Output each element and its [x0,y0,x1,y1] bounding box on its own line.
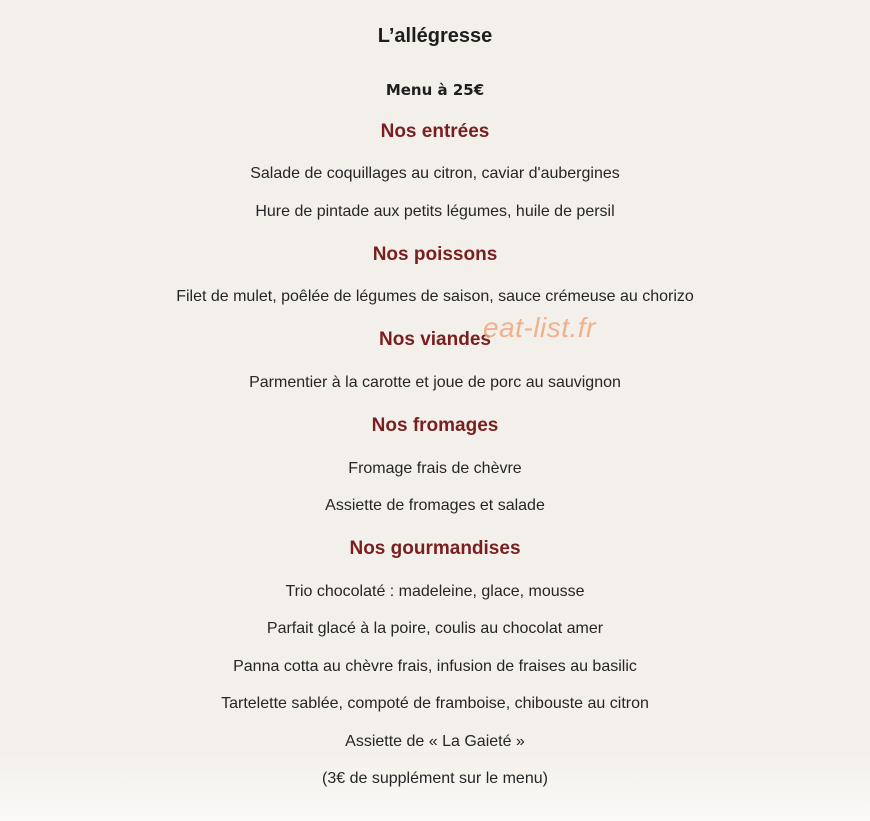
section-title-gourmandises: Nos gourmandises [349,538,521,559]
dish-item: Parmentier à la carotte et joue de porc au sauvignon [249,374,621,391]
dish-item: Panna cotta au chèvre frais, infusion de fraises au basilic [233,658,637,675]
dish-item: Assiette de « La Gaieté » [345,733,525,750]
section-title-poissons: Nos poissons [372,244,498,265]
section-title-fromages: Nos fromages [371,415,499,436]
dish-item: Parfait glacé à la poire, coulis au chocolat amer [266,620,604,637]
dish-item: Assiette de fromages et salade [325,497,545,514]
menu-title: Menu à 25€ [385,81,485,99]
dish-item: Fromage frais de chèvre [348,460,522,477]
dish-item: Tartelette sablée, compoté de framboise, chibouste au citron [221,695,649,712]
dish-item: Trio chocolaté : madeleine, glace, mousse [285,583,585,600]
section-title-entrees: Nos entrées [380,121,490,142]
dish-item: Hure de pintade aux petits légumes, huile de persil [255,203,615,220]
dish-item: Salade de coquillages au citron, caviar d'aubergines [250,165,620,182]
dish-item: Filet de mulet, poêlée de légumes de saison, sauce crémeuse au chorizo [176,288,694,305]
watermark-logo: eat-list.fr [483,312,596,343]
supplement-note: (3€ de supplément sur le menu) [322,770,548,787]
section-title-viandes: Nos viandes [379,329,491,350]
restaurant-name: L’allégresse [377,25,493,47]
